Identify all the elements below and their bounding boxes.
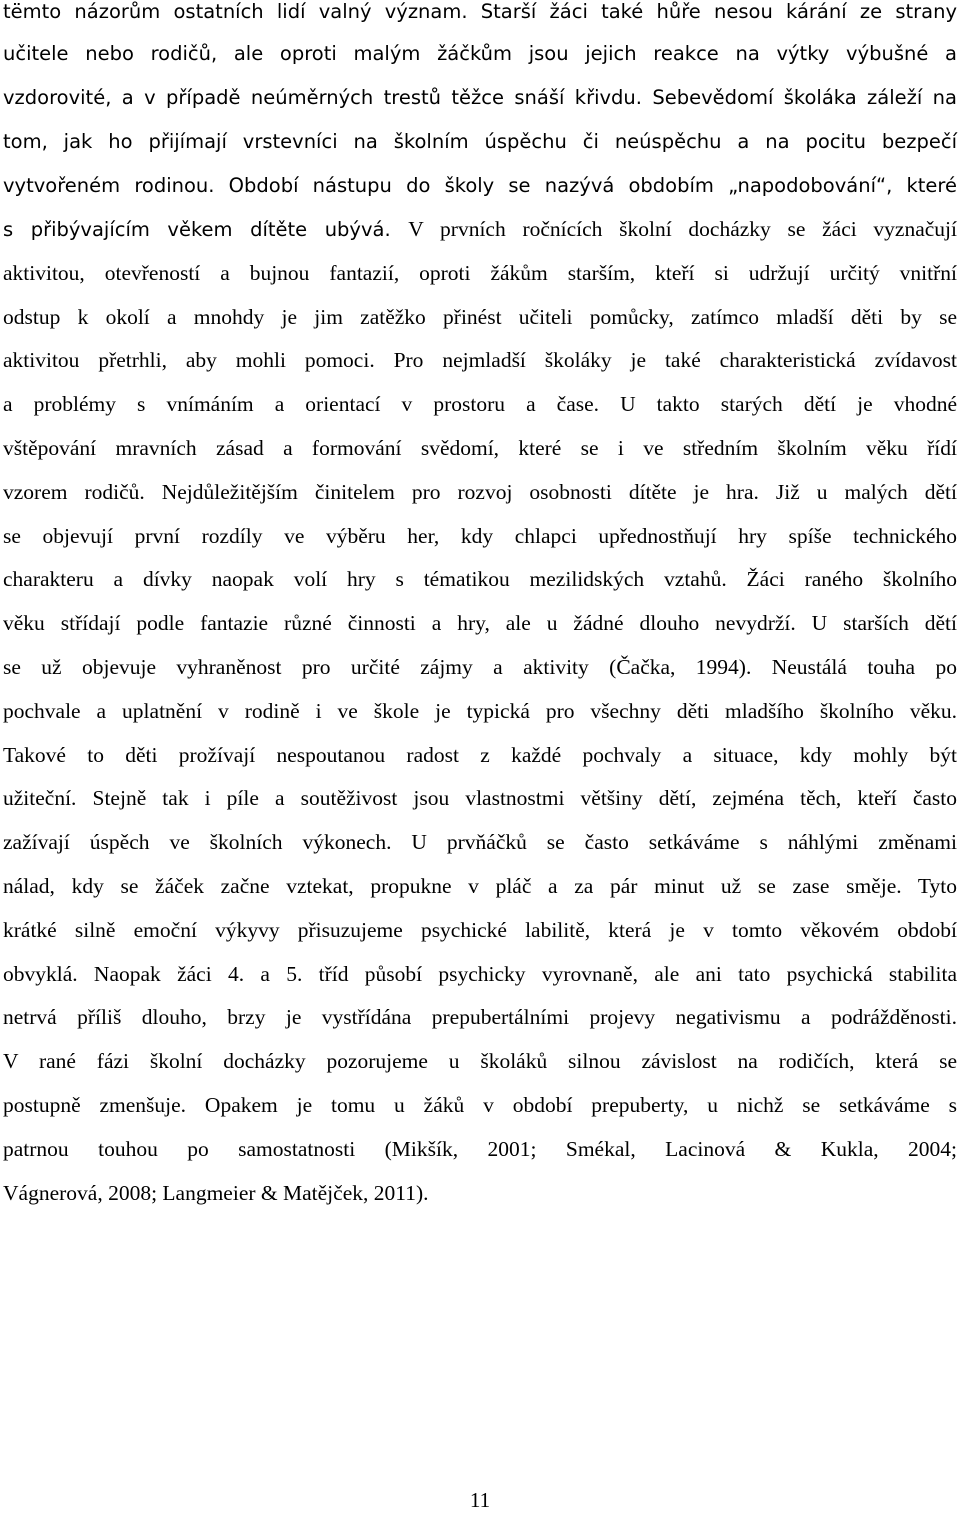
text-span: tom, jak ho přijímají vrstevníci na školním úspěchu či neúspěchu a na pocitu bezpečí — [3, 130, 957, 153]
text-span: učitele nebo rodičů, ale oproti malým žáčkům jsou jejich reakce na výtky výbušné a — [3, 42, 957, 65]
text-line — [3, 959, 957, 989]
text-line — [3, 214, 957, 244]
text-line — [3, 915, 957, 945]
text-line — [3, 827, 957, 857]
text-span: nálad, kdy se žáček začne vztekat, propukne v pláč a za pár minut už se zase směje. Tyto — [3, 874, 957, 898]
page-number: 11 — [469, 1488, 491, 1512]
text-span: Vágnerová, 2008; Langmeier & Matějček, 2011). — [3, 1181, 429, 1205]
text-span: věku střídají podle fantazie různé činnosti a hry, ale u žádné dlouho nevydrží. U starších dětí — [3, 611, 957, 635]
text-line — [3, 1134, 957, 1164]
text-span: postupně zmenšuje. Opakem je tomu u žáků v období prepuberty, u nichž se setkáváme s — [3, 1093, 957, 1117]
text-line — [3, 652, 957, 682]
text-line — [3, 871, 957, 901]
text-line — [3, 82, 957, 112]
text-span: užiteční. Stejně tak i píle a soutěživost jsou vlastnostmi většiny dětí, zejména těch, kteří často — [3, 786, 957, 810]
text-span: aktivitou, otevřeností a bujnou fantazií, oproti žákům starším, kteří si udržují určitý vnitřní — [3, 261, 957, 285]
text-span: V rané fázi školní docházky pozorujeme u školáků silnou závislost na rodičích, která se — [3, 1049, 957, 1073]
text-span: patrnou touhou po samostatnosti (Mikšík, 2001; Smékal, Lacinová & Kukla, 2004; — [3, 1137, 957, 1161]
text-line — [3, 170, 957, 200]
text-line — [3, 477, 957, 507]
text-span: vzdorovité, a v případě neúměrných trestů těžce snáší křivdu. Sebevědomí školáka záleží na — [3, 86, 957, 109]
text-span: Takové to děti prožívají nespoutanou radost z každé pochvaly a situace, kdy mohly být — [3, 743, 957, 767]
text-line — [3, 258, 957, 288]
text-line — [3, 1002, 957, 1032]
text-span: a problémy s vnímáním a orientací v prostoru a čase. U takto starých dětí je vhodné — [3, 392, 957, 416]
text-span: pochvale a uplatnění v rodině i ve škole je typická pro všechny děti mladšího školního věku. — [3, 699, 957, 723]
text-line-last — [3, 1178, 957, 1208]
text-line — [3, 433, 957, 463]
text-span: aktivitou přetrhli, aby mohli pomoci. Pro nejmladší školáky je také charakteristická zvídavost — [3, 348, 957, 372]
text-span: vzorem rodičů. Nejdůležitějším činitelem pro rozvoj osobnosti dítěte je hra. Již u malých dětí — [3, 480, 957, 504]
text-line — [3, 783, 957, 813]
text-span: se už objevuje vyhraněnost pro určité zájmy a aktivity (Čačka, 1994). Neustálá touha po — [3, 655, 957, 679]
text-line — [3, 302, 957, 332]
text-span: odstup k okolí a mnohdy je jim zatěžko přinést učiteli pomůcky, zatímco mladší děti by se — [3, 305, 957, 329]
text-line — [3, 38, 957, 68]
text-line — [3, 0, 957, 26]
text-line — [3, 740, 957, 770]
text-line — [3, 696, 957, 726]
text-line — [3, 345, 957, 375]
text-span: zažívají úspěch ve školních výkonech. U prvňáčků se často setkáváme s náhlými změnami — [3, 830, 957, 854]
text-line — [3, 126, 957, 156]
text-span: obvyklá. Naopak žáci 4. a 5. tříd působí psychicky vyrovnaně, ale ani tato psychická stabilita — [3, 962, 957, 986]
text-line — [3, 521, 957, 551]
text-line — [3, 564, 957, 594]
text-line — [3, 1090, 957, 1120]
text-span: netrvá příliš dlouho, brzy je vystřídána prepubertálními projevy negativismu a podrážděnosti. — [3, 1005, 957, 1029]
text-line — [3, 389, 957, 419]
text-line — [3, 608, 957, 638]
text-line — [3, 1046, 957, 1076]
text-span: tëmto názorům ostatních lidí valný význam. Starší žáci také hůře nesou kárání ze strany — [3, 0, 957, 23]
text-span: krátké silně emoční výkyvy přisuzujeme psychické labilitě, která je v tomto věkovém období — [3, 918, 957, 942]
text-span: vytvořeném rodinou. Období nástupu do školy se nazývá obdobím „napodobování“, které — [3, 174, 957, 197]
text-span: vštěpování mravních zásad a formování svědomí, které se i ve středním školním věku řídí — [3, 436, 957, 460]
text-span: charakteru a dívky naopak volí hry s tématikou mezilidských vztahů. Žáci raného školního — [3, 567, 957, 591]
text-span: V prvních ročnících školní docházky se žáci vyznačují — [408, 217, 958, 241]
text-span: se objevují první rozdíly ve výběru her, kdy chlapci upřednostňují hry spíše technického — [3, 524, 957, 548]
text-span: s přibývajícím věkem dítěte ubývá. — [3, 218, 409, 241]
